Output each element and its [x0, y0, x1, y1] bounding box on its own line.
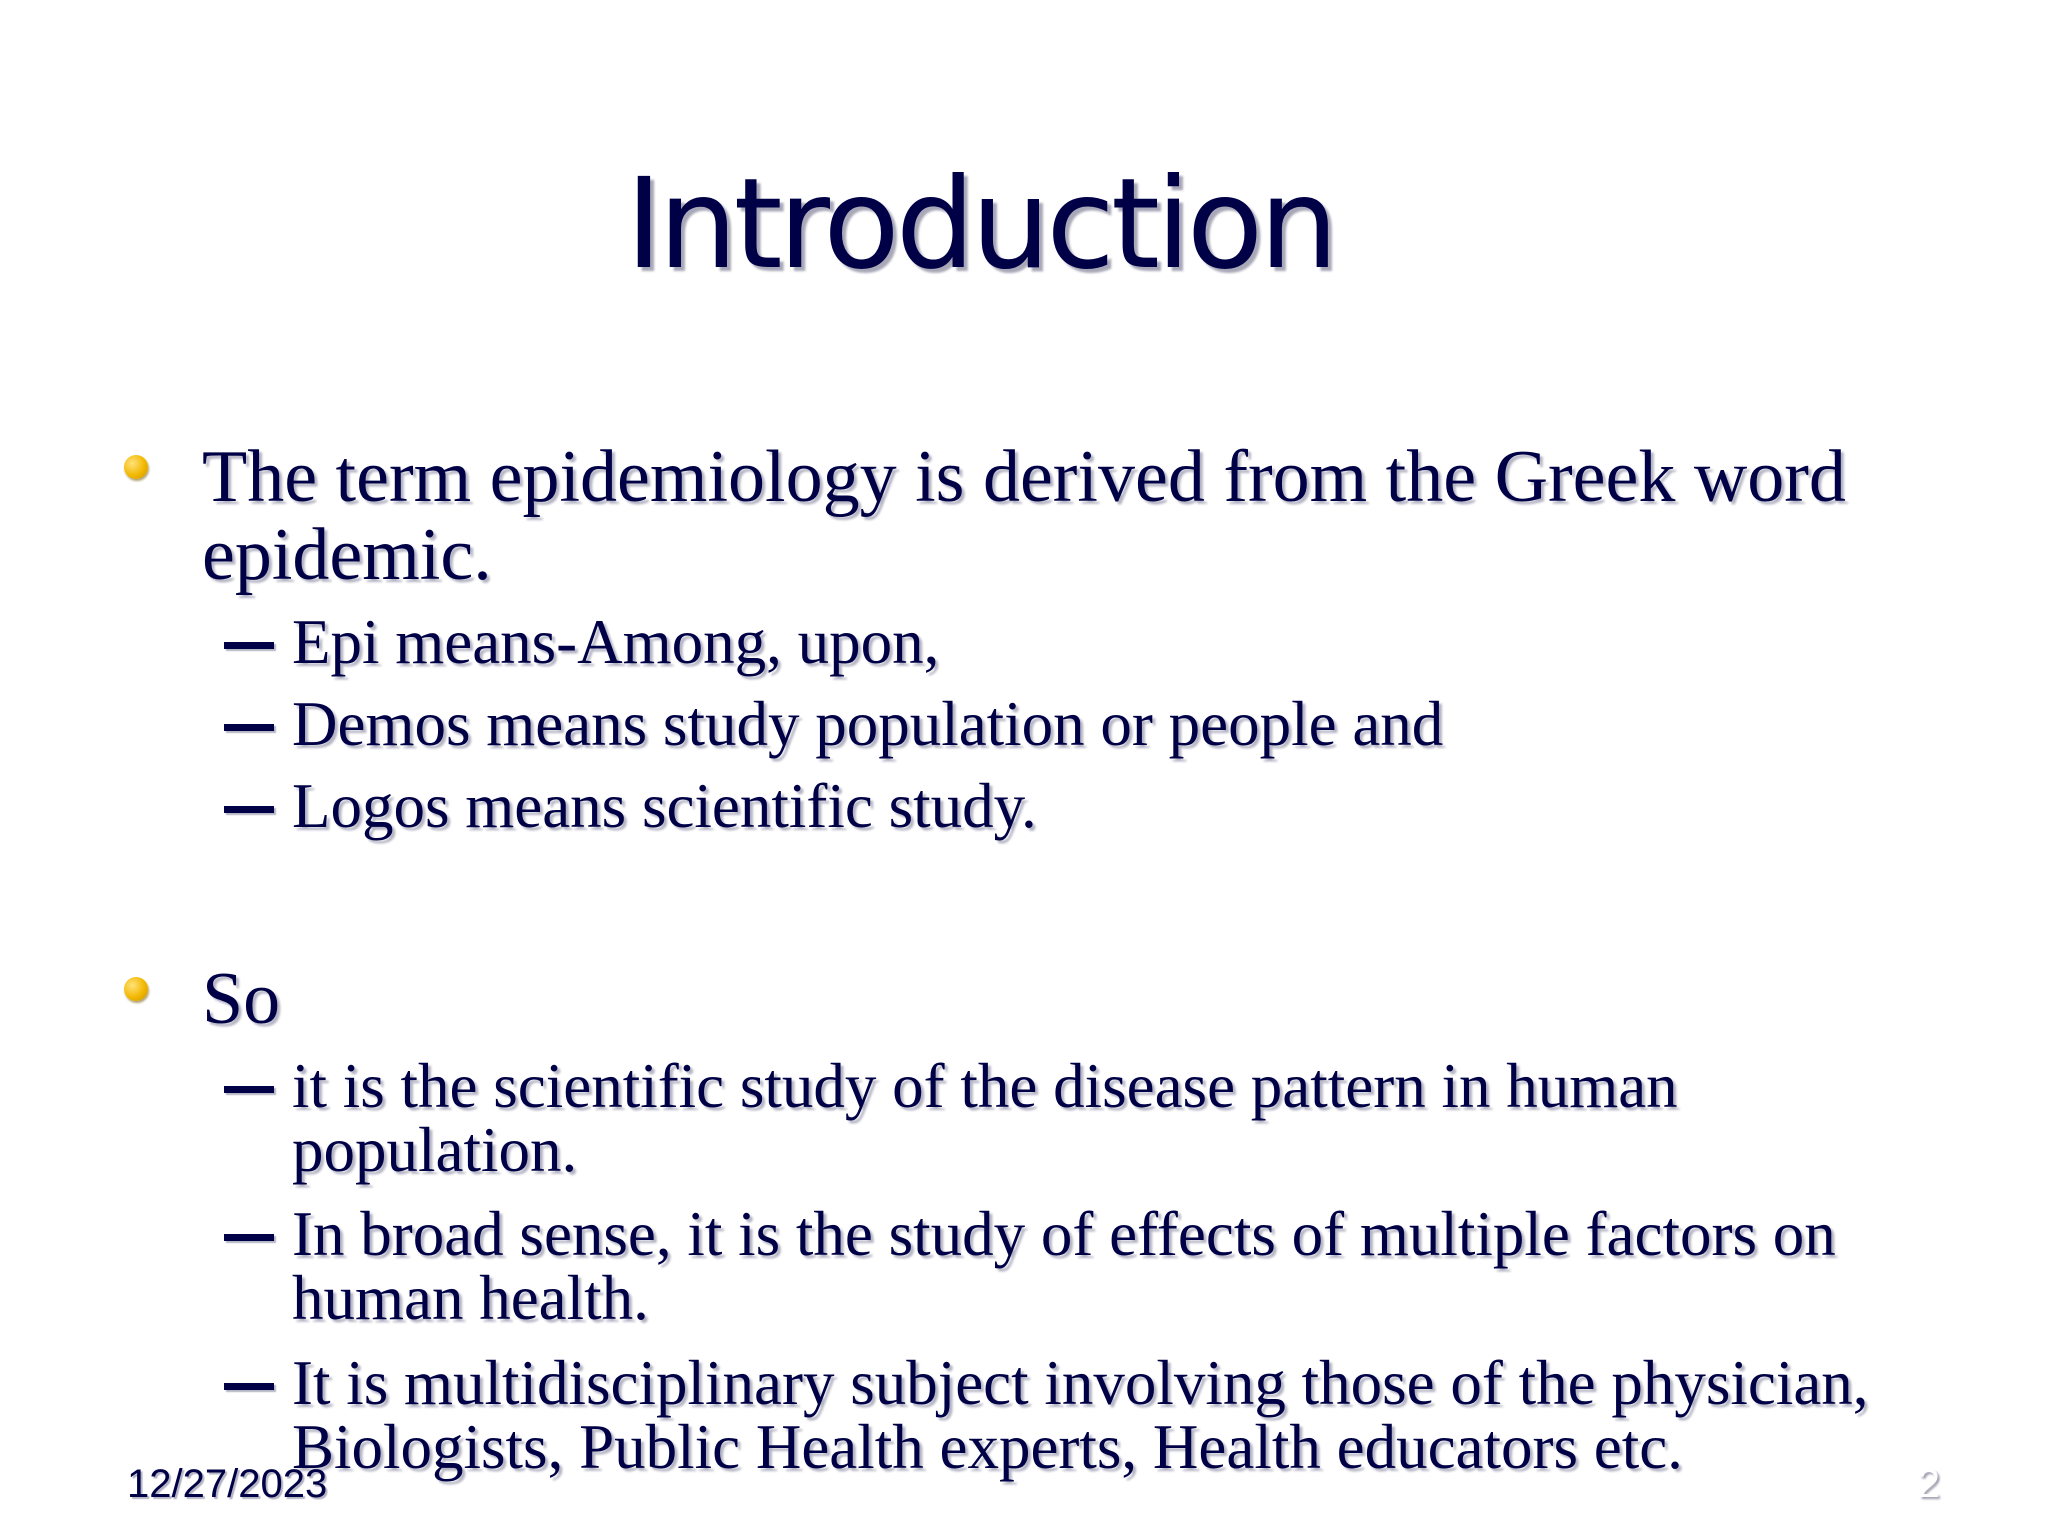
- subitem-demos: Demos means study population or people and: [292, 689, 1444, 759]
- slide-title: Introduction: [625, 152, 1335, 297]
- dash-icon: [224, 806, 274, 813]
- dash-icon: [224, 1383, 274, 1390]
- footer-page-number: 2: [1917, 1462, 1940, 1506]
- subitem-broad-sense-line-1: In broad sense, it is the study of effects of multiple factors on: [292, 1199, 1836, 1269]
- subitem-logos: Logos means scientific study.: [292, 771, 1037, 841]
- subitem-scientific-study-line-1: it is the scientific study of the disease pattern in human: [292, 1051, 1678, 1121]
- bullet-dot-icon: [124, 455, 148, 479]
- subitem-broad-sense-line-2: human health.: [292, 1263, 649, 1333]
- dash-icon: [224, 1234, 274, 1241]
- bullet-2-line-1: So: [202, 958, 281, 1040]
- subitem-multidisciplinary-line-2: Biologists, Public Health experts, Health educators etc.: [292, 1412, 1683, 1482]
- footer-date: 12/27/2023: [127, 1462, 328, 1506]
- bullet-1-line-1: The term epidemiology is derived from the Greek word: [202, 436, 1846, 518]
- dash-icon: [224, 642, 274, 649]
- subitem-epi: Epi means-Among, upon,: [292, 607, 940, 677]
- subitem-multidisciplinary-line-1: It is multidisciplinary subject involving those of the physician,: [292, 1348, 1869, 1418]
- dash-icon: [224, 1086, 274, 1093]
- dash-icon: [224, 724, 274, 731]
- bullet-1-line-2: epidemic.: [202, 514, 492, 596]
- bullet-dot-icon: [124, 977, 148, 1001]
- subitem-scientific-study-line-2: population.: [292, 1115, 578, 1185]
